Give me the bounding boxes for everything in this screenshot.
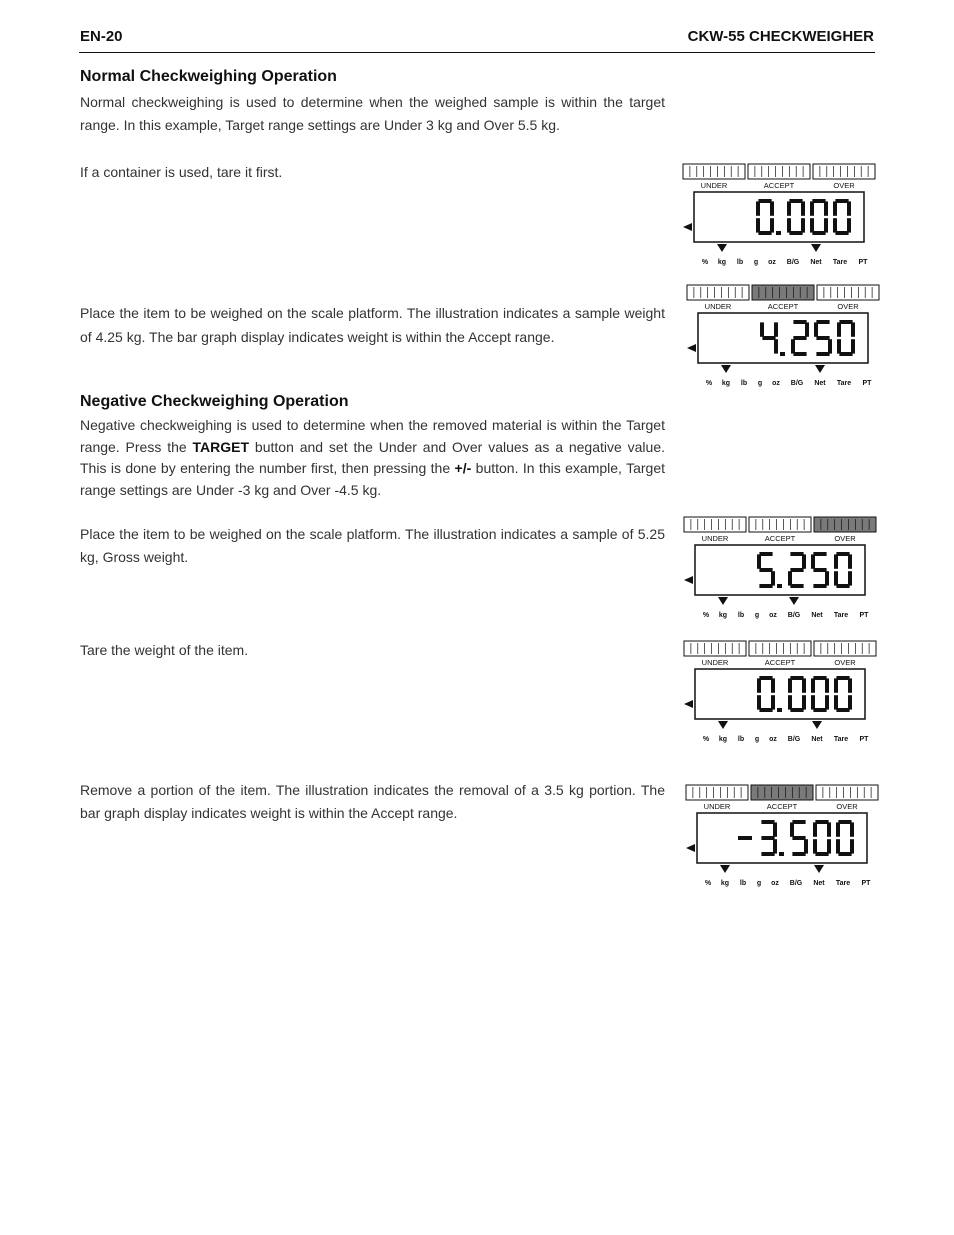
zone-label: OVER xyxy=(834,534,856,543)
unit-indicator-arrow xyxy=(720,865,730,873)
unit-label-net: Net xyxy=(813,880,825,887)
stable-indicator-arrow xyxy=(683,223,692,231)
decimal-point xyxy=(776,231,781,235)
normal-section-title: Normal Checkweighing Operation xyxy=(80,68,337,85)
digit-segment xyxy=(771,571,775,585)
unit-label-lb: lb xyxy=(736,259,744,266)
digit-segment xyxy=(839,352,852,356)
digit-segment xyxy=(774,339,778,353)
digit-segment xyxy=(759,708,772,712)
bargraph-accept xyxy=(752,285,814,311)
digit-segment xyxy=(825,695,829,709)
digit-segment xyxy=(790,568,803,572)
unit-indicator-arrow xyxy=(789,597,799,605)
digit-segment xyxy=(813,839,817,853)
unit-label-net: Net xyxy=(810,259,822,266)
bargraph-frame xyxy=(683,164,745,179)
unit-label-: % xyxy=(705,380,713,387)
digit-segment xyxy=(836,839,840,853)
unit-label-: % xyxy=(701,259,709,266)
bargraph-under xyxy=(684,641,746,667)
digit-segment xyxy=(801,201,805,215)
digit-segment xyxy=(793,336,806,340)
digit-segment xyxy=(833,218,837,232)
digit-segment xyxy=(816,336,829,340)
zone-label: UNDER xyxy=(701,534,729,543)
zone-label: UNDER xyxy=(703,802,731,811)
digit-segment xyxy=(790,584,803,588)
unit-label-g: g xyxy=(754,736,760,743)
digit-segment xyxy=(788,695,792,709)
digit-segment xyxy=(793,352,806,356)
unit-label-kg: kg xyxy=(717,259,727,266)
digit-segment xyxy=(759,676,772,680)
negative-intro-part-2: button and set the Under and Over values as a negative value. This is done by entering the number first, then pressing the xyxy=(80,438,665,476)
digit-segment xyxy=(835,199,848,203)
unit-label-pt: PT xyxy=(862,380,872,387)
unit-indicator-arrow xyxy=(718,721,728,729)
normal-place-step: Place the item to be weighed on the scale platform. The illustration indicates a sample weight of 4.25 kg. The bar graph display indicates weight is within the Accept range. xyxy=(80,305,665,345)
unit-label-pt: PT xyxy=(859,612,869,619)
page-number: EN-20 xyxy=(80,28,123,45)
unit-label-tare: Tare xyxy=(835,880,851,887)
digit-segment xyxy=(813,568,826,572)
digit-segment xyxy=(762,336,775,340)
bargraph-frame xyxy=(816,785,878,800)
unit-label-bg: B/G xyxy=(790,380,804,387)
bargraph-accept xyxy=(749,517,811,543)
zone-label: OVER xyxy=(836,802,858,811)
negative-section-title: Negative Checkweighing Operation xyxy=(80,393,349,410)
digit-segment xyxy=(814,322,818,336)
unit-label-kg: kg xyxy=(721,380,731,387)
scale-display-4 xyxy=(684,641,876,743)
zone-label: ACCEPT xyxy=(766,802,798,811)
zone-label: ACCEPT xyxy=(764,534,796,543)
digit-segment xyxy=(836,584,849,588)
decimal-point xyxy=(779,852,784,856)
scale-display-3 xyxy=(684,517,876,619)
bargraph-accept xyxy=(748,164,810,190)
digit-segment xyxy=(810,201,814,215)
unit-label-: % xyxy=(702,736,710,743)
scale-display-5 xyxy=(686,785,878,887)
unit-label-net: Net xyxy=(814,380,826,387)
unit-label-kg: kg xyxy=(718,612,728,619)
unit-indicator-arrow xyxy=(718,597,728,605)
digit-segment xyxy=(756,201,760,215)
digit-segment xyxy=(825,678,829,692)
digit-segment xyxy=(834,554,838,568)
digit-segment xyxy=(813,822,817,836)
unit-indicator-arrow xyxy=(811,244,821,252)
digit-segment xyxy=(801,218,805,232)
negative-intro-part-3: button. In this example, Target range settings are Under -3 kg and Over -4.5 kg. xyxy=(80,460,666,498)
digit-segment xyxy=(789,199,802,203)
normal-intro-paragraph: Normal checkweighing is used to determine when the weighed sample is within the target range. In this example, Target range settings are Under 3 kg and Over 5.5 kg. xyxy=(80,94,665,133)
unit-label-tare: Tare xyxy=(833,736,849,743)
unit-label-bg: B/G xyxy=(786,259,800,266)
digit-segment xyxy=(834,571,838,585)
digit-segment xyxy=(848,554,852,568)
plus-minus-button-label: +/- xyxy=(454,460,472,476)
unit-label-g: g xyxy=(756,880,762,887)
bargraph-frame xyxy=(751,785,813,800)
scale-display-2 xyxy=(687,285,879,387)
digit-segment xyxy=(847,201,851,215)
stable-indicator-arrow xyxy=(686,844,695,852)
digit-segment xyxy=(813,676,826,680)
digit-segment xyxy=(810,218,814,232)
digit-segment xyxy=(833,201,837,215)
bargraph-over xyxy=(813,164,875,190)
digit-segment xyxy=(839,320,852,324)
digit-segment xyxy=(848,678,852,692)
unit-indicator-arrow xyxy=(717,244,727,252)
digit-segment xyxy=(757,678,761,692)
digit-segment xyxy=(827,822,831,836)
decimal-point xyxy=(777,708,782,712)
decimal-point xyxy=(780,352,785,356)
unit-indicator-arrow xyxy=(721,365,731,373)
unit-label-: % xyxy=(702,612,710,619)
digit-segment xyxy=(837,339,841,353)
digit-segment xyxy=(811,695,815,709)
digit-segment xyxy=(758,231,771,235)
zone-label: ACCEPT xyxy=(764,658,796,667)
unit-label-g: g xyxy=(757,380,763,387)
bargraph-over xyxy=(814,517,876,543)
digit-segment xyxy=(848,695,852,709)
digit-segment xyxy=(834,678,838,692)
unit-label-net: Net xyxy=(811,736,823,743)
unit-label-pt: PT xyxy=(859,736,869,743)
zone-label: ACCEPT xyxy=(763,181,795,190)
digit-segment xyxy=(789,231,802,235)
digit-segment xyxy=(812,231,825,235)
negative-remove-step: Remove a portion of the item. The illustration indicates the removal of a 3.5 kg portion. The bar graph display indicates weight is within the Accept range. xyxy=(80,782,665,821)
digit-segment xyxy=(848,571,852,585)
unit-label-g: g xyxy=(754,612,760,619)
digit-segment xyxy=(824,218,828,232)
digit-segment xyxy=(756,218,760,232)
target-button-label: TARGET xyxy=(192,438,250,455)
digit-segment xyxy=(824,201,828,215)
digit-segment xyxy=(837,322,841,336)
unit-label-oz: oz xyxy=(771,880,779,887)
unit-label-oz: oz xyxy=(768,259,776,266)
digit-segment xyxy=(850,839,854,853)
digit-segment xyxy=(774,322,778,336)
unit-label-: % xyxy=(704,880,712,887)
bargraph-frame xyxy=(687,285,749,300)
unit-label-lb: lb xyxy=(739,880,747,887)
bargraph-frame xyxy=(749,641,811,656)
document-title: CKW-55 CHECKWEIGHER xyxy=(687,28,874,45)
digit-segment xyxy=(836,708,849,712)
digit-segment xyxy=(787,201,791,215)
digit-segment xyxy=(811,554,815,568)
unit-label-pt: PT xyxy=(858,259,868,266)
zone-label: UNDER xyxy=(701,658,729,667)
digit-segment xyxy=(790,822,794,836)
digit-segment xyxy=(770,218,774,232)
digit-segment xyxy=(851,339,855,353)
negative-place-step: Place the item to be weighed on the scale platform. The illustration indicates a sample of 5.25 kg, Gross weight. xyxy=(80,526,665,565)
digit-segment xyxy=(787,218,791,232)
digit-segment xyxy=(759,568,772,572)
digit-segment xyxy=(815,820,828,824)
bargraph-frame xyxy=(686,785,748,800)
stable-indicator-arrow xyxy=(687,344,696,352)
digit-segment xyxy=(813,584,826,588)
unit-label-oz: oz xyxy=(769,612,777,619)
digit-segment xyxy=(815,852,828,856)
digit-segment xyxy=(802,678,806,692)
digit-segment xyxy=(761,820,774,824)
negative-tare-step: Tare the weight of the item. xyxy=(80,642,249,658)
digit-segment xyxy=(802,695,806,709)
zone-label: ACCEPT xyxy=(767,302,799,311)
bargraph-under xyxy=(684,517,746,543)
unit-label-kg: kg xyxy=(720,880,730,887)
digit-segment xyxy=(791,339,795,353)
digit-segment xyxy=(790,708,803,712)
digit-segment xyxy=(802,554,806,568)
digit-segment xyxy=(760,322,764,336)
digit-segment xyxy=(792,836,805,840)
bargraph-under xyxy=(687,285,749,311)
digit-segment xyxy=(812,199,825,203)
bargraph-frame xyxy=(817,285,879,300)
minus-sign xyxy=(738,836,752,840)
digit-segment xyxy=(790,676,803,680)
digit-segment xyxy=(836,822,840,836)
bargraph-over xyxy=(817,285,879,311)
unit-indicator-arrow xyxy=(815,365,825,373)
bargraph-under xyxy=(686,785,748,811)
unit-label-kg: kg xyxy=(718,736,728,743)
stable-indicator-arrow xyxy=(684,700,693,708)
zone-label: OVER xyxy=(833,181,855,190)
digit-segment xyxy=(838,820,851,824)
bargraph-frame xyxy=(684,517,746,532)
digit-segment xyxy=(804,839,808,853)
unit-indicator-arrow xyxy=(812,721,822,729)
digit-segment xyxy=(757,554,761,568)
digit-segment xyxy=(761,836,774,840)
bargraph-frame xyxy=(748,164,810,179)
unit-label-oz: oz xyxy=(769,736,777,743)
digit-segment xyxy=(835,231,848,235)
digit-segment xyxy=(761,852,774,856)
unit-label-tare: Tare xyxy=(832,259,848,266)
digit-segment xyxy=(816,320,829,324)
digit-segment xyxy=(813,708,826,712)
zone-label: OVER xyxy=(837,302,859,311)
digit-segment xyxy=(805,322,809,336)
digit-segment xyxy=(811,678,815,692)
unit-indicator-arrow xyxy=(814,865,824,873)
zone-label: UNDER xyxy=(704,302,732,311)
negative-intro-part-1: Negative checkweighing is used to determine when the removed material is within the Target range. Press the xyxy=(80,417,665,455)
bargraph-accept xyxy=(751,785,813,811)
digit-segment xyxy=(788,678,792,692)
digit-segment xyxy=(788,571,792,585)
unit-label-lb: lb xyxy=(737,736,745,743)
unit-label-net: Net xyxy=(811,612,823,619)
digit-segment xyxy=(850,822,854,836)
bargraph-frame xyxy=(813,164,875,179)
digit-segment xyxy=(759,584,772,588)
digit-segment xyxy=(838,852,851,856)
digit-segment xyxy=(813,552,826,556)
digit-segment xyxy=(792,852,805,856)
digit-segment xyxy=(773,822,777,836)
digit-segment xyxy=(816,352,829,356)
digit-segment xyxy=(851,322,855,336)
bargraph-frame xyxy=(749,517,811,532)
digit-segment xyxy=(759,552,772,556)
zone-label: UNDER xyxy=(700,181,728,190)
digit-segment xyxy=(827,839,831,853)
unit-label-tare: Tare xyxy=(833,612,849,619)
digit-segment xyxy=(828,339,832,353)
bargraph-frame xyxy=(684,641,746,656)
bargraph-frame xyxy=(814,641,876,656)
bargraph-under xyxy=(683,164,745,190)
unit-label-oz: oz xyxy=(772,380,780,387)
unit-label-g: g xyxy=(753,259,759,266)
digit-segment xyxy=(758,199,771,203)
bargraph-frame xyxy=(814,517,876,532)
unit-label-bg: B/G xyxy=(787,736,801,743)
scale-display-1 xyxy=(683,164,875,266)
unit-label-bg: B/G xyxy=(787,612,801,619)
zone-label: OVER xyxy=(834,658,856,667)
digit-segment xyxy=(771,678,775,692)
digit-segment xyxy=(847,218,851,232)
digit-segment xyxy=(773,839,777,853)
digit-segment xyxy=(790,552,803,556)
digit-segment xyxy=(770,201,774,215)
decimal-point xyxy=(777,584,782,588)
unit-label-pt: PT xyxy=(861,880,871,887)
bargraph-frame xyxy=(752,285,814,300)
digit-segment xyxy=(834,695,838,709)
stable-indicator-arrow xyxy=(684,576,693,584)
digit-segment xyxy=(792,820,805,824)
digit-segment xyxy=(771,695,775,709)
digit-segment xyxy=(836,552,849,556)
normal-tare-step: If a container is used, tare it first. xyxy=(80,164,283,180)
digit-segment xyxy=(836,676,849,680)
bargraph-over xyxy=(816,785,878,811)
digit-segment xyxy=(825,571,829,585)
digit-segment xyxy=(793,320,806,324)
unit-label-tare: Tare xyxy=(836,380,852,387)
unit-label-lb: lb xyxy=(740,380,748,387)
digit-segment xyxy=(757,695,761,709)
bargraph-over xyxy=(814,641,876,667)
unit-label-bg: B/G xyxy=(789,880,803,887)
bargraph-accept xyxy=(749,641,811,667)
unit-label-lb: lb xyxy=(737,612,745,619)
